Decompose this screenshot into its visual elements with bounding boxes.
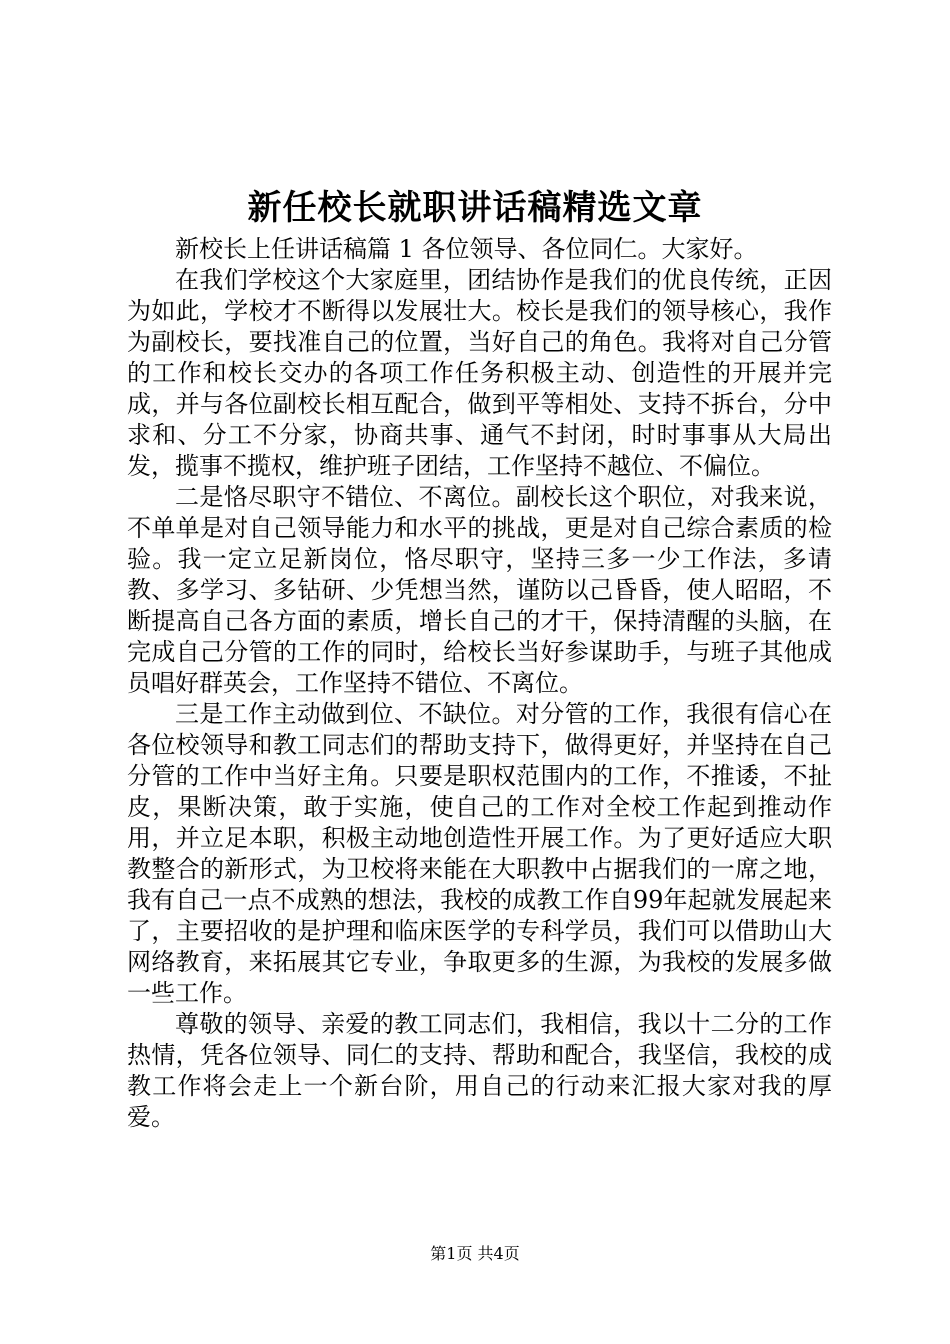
paragraph-initiative: 三是工作主动做到位、不缺位。对分管的工作，我很有信心在各位校领导和教工同志们的帮助支持下，做得更好，并坚持在自己分管的工作中当好主角。只要是职权范围内的工作，不推诿，不扯皮，果断决策，敢于实施，使自己的工作对全校工作起到推动作用，并立足本职，积极主动地创造性开展工作。为了更好适应大职教整合的新形式，为卫校将来能在大职教中占据我们的一席之地，我有自己一点不成熟的想法，我校的成教工作自99年起就发展起来了，主要招收的是护理和临床医学的专科学员，我们可以借助山大网络教育，来拓展其它专业，争取更多的生源，为我校的发展多做一些工作。 [127, 700, 832, 1007]
paragraph-duty: 二是恪尽职守不错位、不离位。副校长这个职位，对我来说，不单单是对自己领导能力和水平的挑战，更是对自己综合素质的检验。我一定立足新岗位，恪尽职守，坚持三多一少工作法，多请教、多学习、多钻研、少凭想当然，谨防以己昏昏，使人昭昭，不断提高自己各方面的素质，增长自己的才干，保持清醒的头脑，在完成自己分管的工作的同时，给校长当好参谋助手，与班子其他成员唱好群英会，工作坚持不错位、不离位。 [127, 483, 832, 697]
paragraph-unity: 在我们学校这个大家庭里，团结协作是我们的优良传统，正因为如此，学校才不断得以发展壮大。校长是我们的领导核心，我作为副校长，要找准自己的位置，当好自己的角色。我将对自己分管的工作和校长交办的各项工作任务积极主动、创造性的开展并完成，并与各位副校长相互配合，做到平等相处、支持不拆台，分中求和、分工不分家，协商共事、通气不封闭，时时事事从大局出发，揽事不揽权，维护班子团结，工作坚持不越位、不偏位。 [127, 266, 832, 480]
paragraph-closing: 尊敬的领导、亲爱的教工同志们，我相信，我以十二分的工作热情，凭各位领导、同仁的支持、帮助和配合，我坚信，我校的成教工作将会走上一个新台阶，用自己的行动来汇报大家对我的厚爱。 [127, 1010, 832, 1131]
paragraph-intro: 新校长上任讲话稿篇 1 各位领导、各位同仁。大家好。 [175, 235, 758, 263]
document-body [127, 234, 832, 1133]
page-footer: 第1页 共4页 [430, 1244, 520, 1263]
document-title: 新任校长就职讲话稿精选文章 [247, 188, 703, 228]
